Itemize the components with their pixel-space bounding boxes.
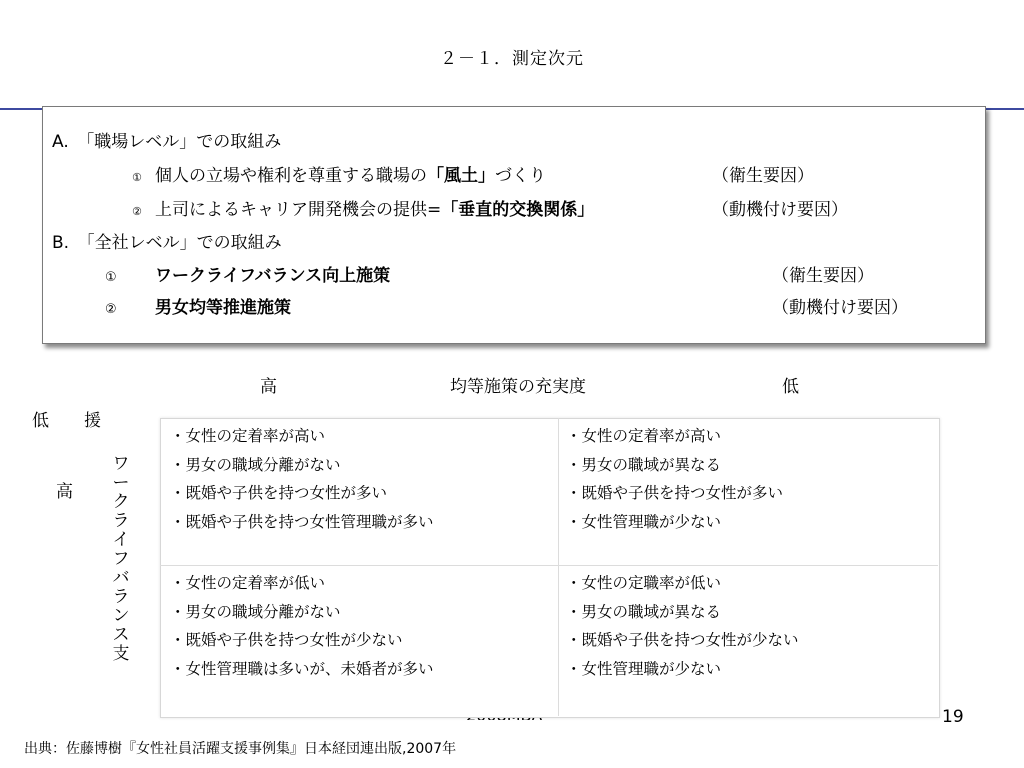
item-b2-factor: （動機付け要因） [772, 298, 908, 318]
side-vertical-label: ワ ー ク ラ イ フ バ ラ ン ス 支 [112, 454, 130, 664]
item-a2-factor: （動機付け要因） [712, 200, 848, 220]
source-citation: 出典：佐藤博樹『女性社員活躍支援事例集』日本経団連出版,2007年 [24, 741, 457, 757]
item-a1-number: ① [132, 171, 142, 184]
item-b2-text: 男女均等推進施策 [155, 298, 291, 318]
cell-line: ・既婚や子供を持つ女性が少ない [566, 631, 799, 649]
page-number: 19 [942, 707, 964, 727]
top-axis-low: 低 [782, 377, 799, 397]
matrix-vertical-divider [558, 418, 559, 716]
matrix-cell-top-right [566, 422, 783, 536]
cell-line: ・女性の定着率が高い [170, 427, 326, 445]
cell-line: ・女性管理職は多いが、未婚者が多い [170, 659, 434, 678]
matrix-horizontal-divider [160, 565, 938, 566]
item-b2-number: ② [105, 302, 117, 317]
top-axis-high: 高 [260, 377, 277, 397]
item-a2-number: ② [132, 205, 142, 218]
matrix-cell-top-left [170, 422, 434, 536]
item-a1-text: 個人の立場や権利を尊重する職場の「風土」づくり [155, 166, 546, 186]
section-b-heading: B. 「全社レベル」での取組み [52, 233, 282, 253]
cell-line: ・男女の職域が異なる [566, 455, 722, 474]
cell-line: ・女性管理職が少ない [566, 659, 722, 678]
cell-line: ・女性管理職が少ない [566, 512, 722, 531]
cell-line: ・既婚や子供を持つ女性管理職が多い [170, 512, 434, 531]
slide-title: ２－１．測定次元 [440, 49, 584, 69]
cell-line: ・男女の職域が異なる [566, 602, 722, 621]
item-b1-factor: （衛生要因） [772, 266, 874, 286]
item-a2-text: 上司によるキャリア開発機会の提供=「垂直的交換関係」 [155, 200, 595, 220]
side-label-top: 援 [84, 411, 101, 431]
section-a-heading: A. 「職場レベル」での取組み [52, 132, 282, 152]
cell-line: ・男女の職域分離がない [170, 455, 341, 474]
item-a1-factor: （衛生要因） [712, 166, 814, 186]
item-b1-number: ① [105, 270, 117, 285]
cell-line: ・女性の定着率が低い [170, 574, 326, 592]
matrix-cell-bottom-left [170, 569, 434, 683]
cell-line: ・男女の職域分離がない [170, 602, 341, 621]
item-b1-text: ワークライフバランス向上施策 [155, 266, 391, 286]
cell-line: ・女性の定職率が低い [566, 574, 722, 592]
cell-line: ・既婚や子供を持つ女性が多い [566, 484, 784, 502]
cell-line: ・既婚や子供を持つ女性が多い [170, 484, 388, 502]
top-axis-label: 均等施策の充実度 [450, 377, 586, 397]
left-axis-low: 低 [32, 411, 49, 431]
left-axis-high: 高 [56, 482, 73, 502]
cell-line: ・女性の定着率が高い [566, 427, 722, 445]
cell-line: ・既婚や子供を持つ女性が少ない [170, 631, 403, 649]
matrix-cell-bottom-right [566, 569, 799, 683]
